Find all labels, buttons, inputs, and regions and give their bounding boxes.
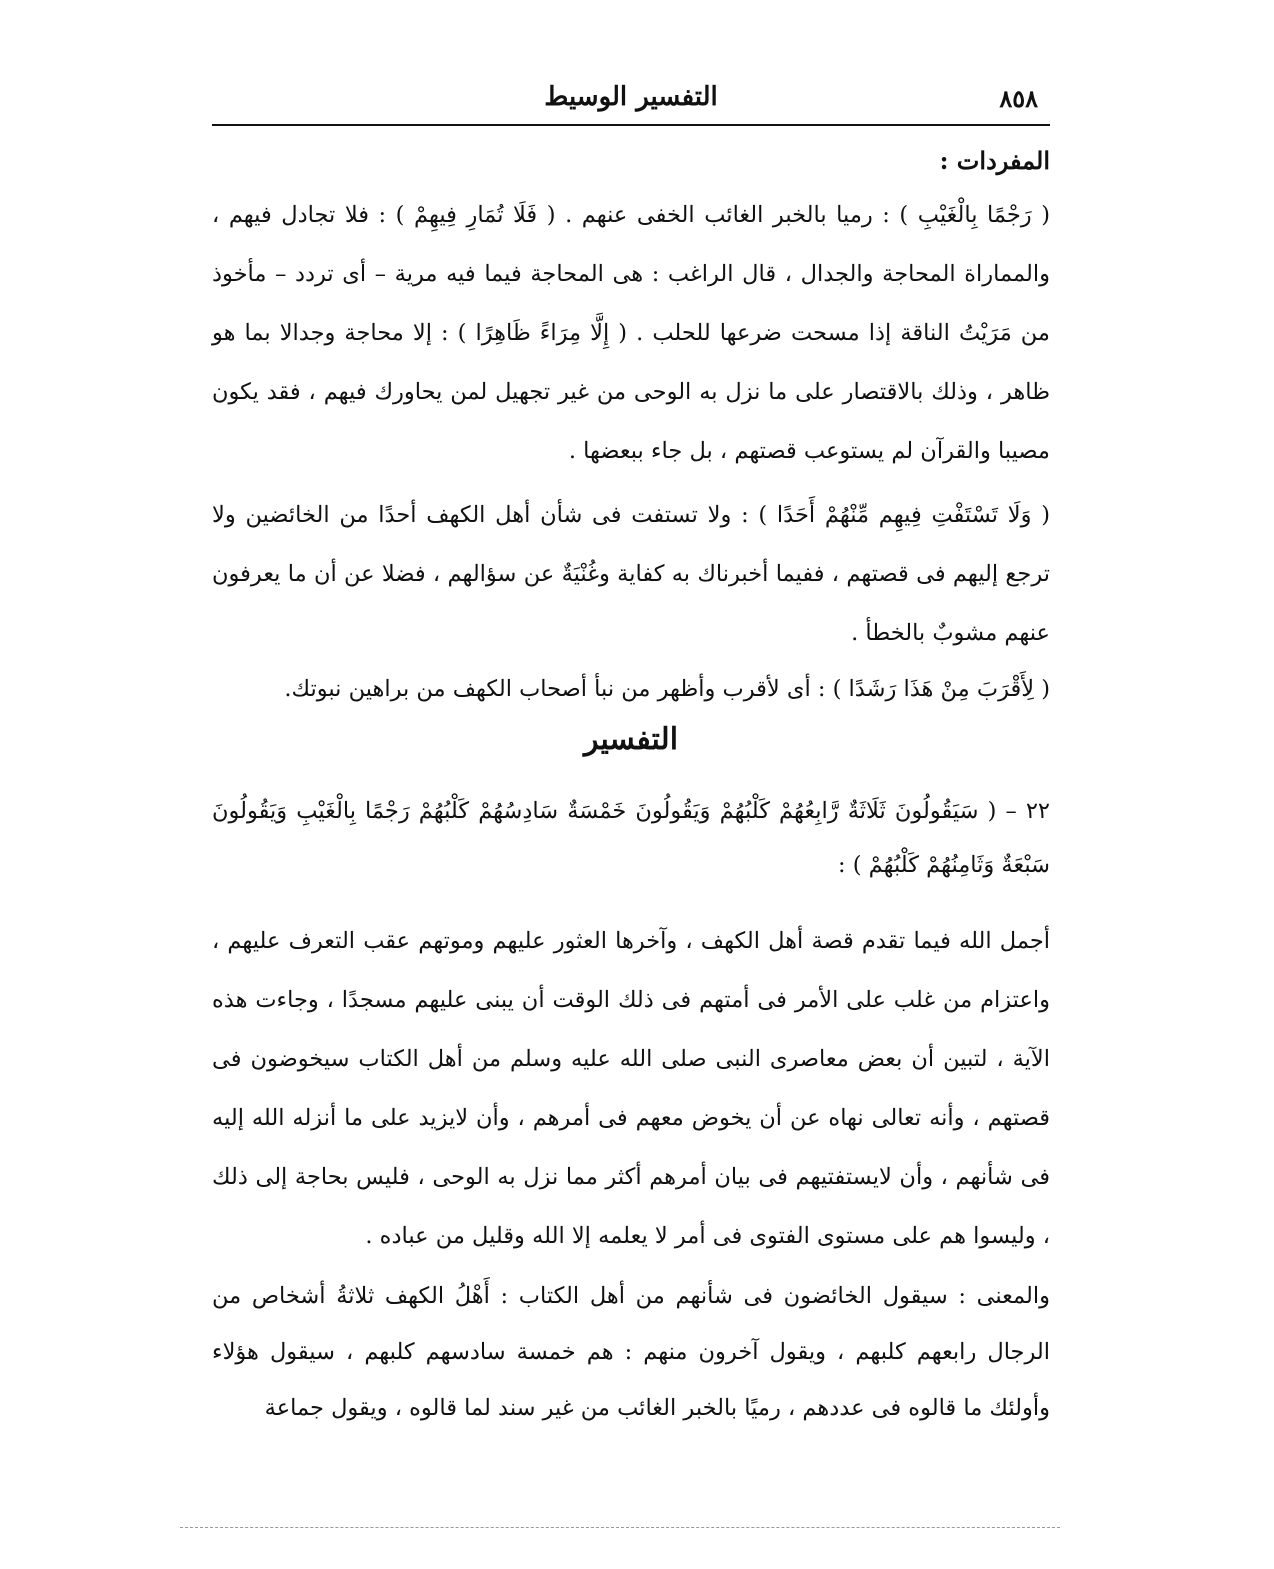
vocabulary-paragraph-1-text: ( رَجْمًا بِالْغَيْبِ ) : رميا بالخبر الغائب الخفى عنهم . ( فَلَا تُمَارِ فِيهِمْ ) : فلا تجادل فيهم ، والمماراة المحاجة والجدال ، قال الراغب : هى المحاجة فيما فيه مرية – أى تردد – مأخوذ من مَرَيْتُ الناقة إذا مسحت ضرعها للحلب . ( إِلَّا مِرَاءً ظَاهِرًا ) : إلا محاجة وجدالا بما هو ظاهر ، وذلك بالاقتصار على ما نزل به الوحى من غير تجهيل لمن يحاورك فيهم ، فقد يكون مصيبا والقرآن لم يستوعب قصتهم ، بل جاء ببعضها . — [212, 202, 1050, 464]
vocabulary-paragraph-3 — [212, 660, 1050, 719]
header-rule — [212, 124, 1050, 126]
vocabulary-heading: المفردات : — [939, 146, 1050, 175]
verse-block — [212, 784, 1050, 892]
vocabulary-paragraph-1 — [212, 186, 1050, 481]
tafsir-heading: التفسير — [583, 722, 679, 757]
verse-text: ٢٢ – ( سَيَقُولُونَ ثَلَاثَةٌ رَّابِعُهُمْ كَلْبُهُمْ وَيَقُولُونَ خَمْسَةٌ سَادِسُهُمْ كَلْبُهُمْ رَجْمًا بِالْغَيْبِ وَيَقُولُونَ سَبْعَةٌ وَثَامِنُهُمْ كَلْبُهُمْ ) : — [212, 798, 1050, 878]
vocabulary-paragraph-2-text: ( وَلَا تَسْتَفْتِ فِيهِم مِّنْهُمْ أَحَدًا ) : ولا تستفت فى شأن أهل الكهف أحدًا من الخائضين ولا ترجع إليهم فى قصتهم ، ففيما أخبرناك به كفاية وغُنْيَةٌ عن سؤالهم ، فضلا عن أن ما يعرفون عنهم مشوبٌ بالخطأ . — [212, 502, 1050, 646]
page-header — [212, 78, 1050, 120]
tafsir-paragraph-1-text: أجمل الله فيما تقدم قصة أهل الكهف ، وآخرها العثور عليهم وموتهم عقب التعرف عليهم ، واعتزام من غلب على الأمر فى أمتهم فى ذلك الوقت أن يبنى عليهم مسجدًا ، وجاءت هذه الآية ، لتبين أن بعض معاصرى النبى صلى الله عليه وسلم من أهل الكتاب سيخوضون فى قصتهم ، وأنه تعالى نهاه عن أن يخوض معهم فى أمرهم ، وأن لايزيد على ما أنزله الله إليه فى شأنهم ، وأن لايستفتيهم فى بيان أمرهم أكثر مما نزل به الوحى ، فليس بحاجة إلى ذلك ، وليسوا هم على مستوى الفتوى فى أمر لا يعلمه إلا الله وقليل من عباده . — [212, 928, 1050, 1249]
running-title: التفسير الوسيط — [544, 82, 718, 112]
bottom-rule — [180, 1527, 1060, 1528]
tafsir-paragraph-1 — [212, 912, 1050, 1266]
vocabulary-paragraph-3-text: ( لِأَقْرَبَ مِنْ هَذَا رَشَدًا ) : أى لأقرب وأظهر من نبأ أصحاب الكهف من براهين نبوتك. — [284, 676, 1050, 702]
page-number: ٨٥٨ — [999, 84, 1038, 113]
tafsir-paragraph-2-text: والمعنى : سيقول الخائضون فى شأنهم من أهل الكتاب : أَهْلُ الكهف ثلاثةُ أشخاص من الرجال رابعهم كلبهم ، ويقول آخرون منهم : هم خمسة سادسهم كلبهم ، سيقول هؤلاء وأولئك ما قالوه فى عددهم ، رميًا بالخبر الغائب من غير سند لما قالوه ، ويقول جماعة — [212, 1283, 1050, 1421]
tafsir-paragraph-2 — [212, 1268, 1050, 1436]
vocabulary-paragraph-2 — [212, 486, 1050, 663]
